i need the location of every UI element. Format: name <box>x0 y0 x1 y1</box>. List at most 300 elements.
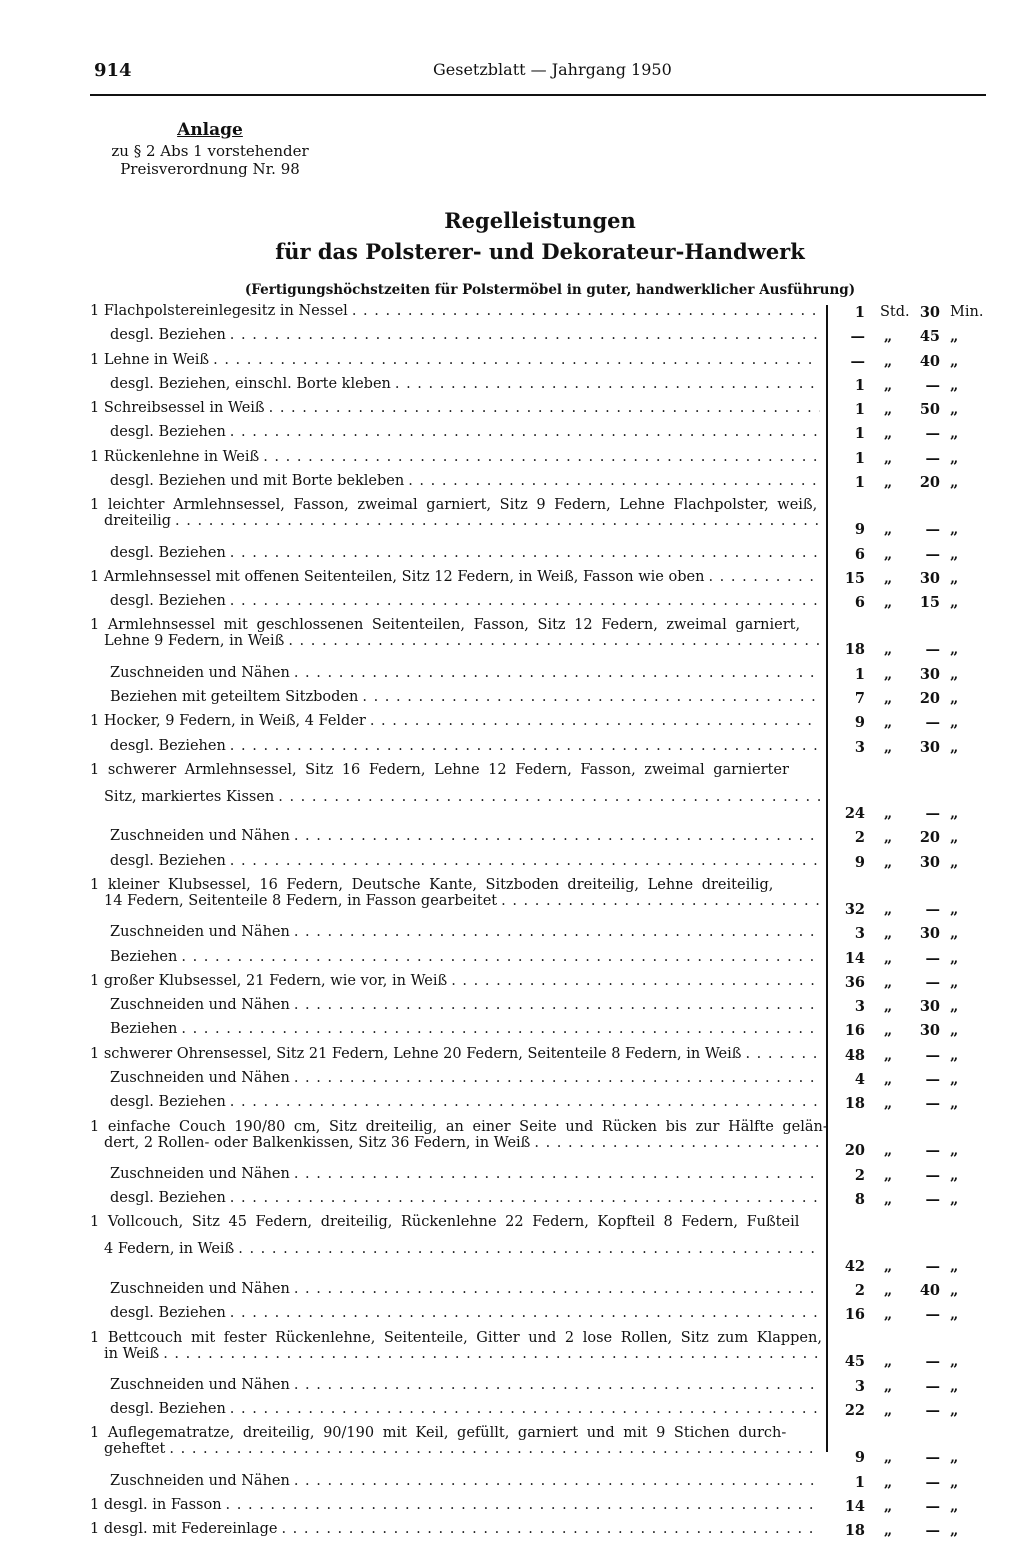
row-text-line <box>90 353 820 368</box>
row-text-line <box>110 1071 820 1086</box>
rate-table <box>90 302 990 1544</box>
minutes-unit: „ <box>950 1306 959 1324</box>
row-description <box>110 739 820 754</box>
row-text-line <box>90 618 820 633</box>
table-row <box>90 1069 990 1093</box>
table-row <box>90 616 990 663</box>
table-row <box>90 399 990 423</box>
hours-unit: „ <box>883 829 893 847</box>
minutes-value: — <box>925 949 940 967</box>
row-text: 1 desgl. in Fasson <box>90 1496 222 1513</box>
minutes-unit: „ <box>950 689 959 707</box>
minutes-unit: „ <box>950 1257 959 1275</box>
hours-value: 22 <box>844 1402 865 1420</box>
minutes-value: 20 <box>919 474 940 492</box>
hours-unit: „ <box>883 998 893 1016</box>
table-row <box>90 544 990 568</box>
leader-dots <box>230 1402 820 1417</box>
leader-dots <box>294 666 820 681</box>
table-row <box>90 448 990 472</box>
row-text-line <box>90 1442 820 1457</box>
minutes-unit: „ <box>950 1022 959 1040</box>
row-text: desgl. Beziehen <box>110 852 226 869</box>
row-text-line <box>90 894 820 909</box>
table-row <box>90 876 990 923</box>
row-text: Beziehen <box>110 1021 178 1038</box>
hours-unit: „ <box>883 1473 893 1491</box>
row-text: desgl. Beziehen <box>110 1094 226 1111</box>
table-row <box>90 972 990 996</box>
row-text: 1 großer Klubsessel, 21 Federn, wie vor, in Weiß <box>90 972 448 989</box>
minutes-unit: „ <box>950 1377 959 1395</box>
row-text-line <box>110 546 820 561</box>
leader-dots <box>294 1474 820 1489</box>
minutes-unit: „ <box>950 641 959 659</box>
row-description <box>90 878 820 909</box>
row-text: desgl. Beziehen <box>110 327 226 344</box>
row-text-line <box>110 1282 820 1297</box>
table-row <box>90 375 990 399</box>
table-row <box>90 664 990 688</box>
row-text: 1 Flachpolstereinlegesitz in Nessel <box>90 303 348 319</box>
minutes-value: 30 <box>919 665 940 683</box>
leader-dots <box>278 790 820 805</box>
row-description <box>90 1498 820 1513</box>
minutes-unit: „ <box>950 1497 959 1515</box>
hours-value: 2 <box>854 1281 865 1299</box>
row-text: desgl. Beziehen <box>110 1190 226 1207</box>
hours-unit: „ <box>883 352 893 370</box>
leader-dots <box>213 353 820 368</box>
row-description <box>90 618 820 649</box>
row-text: geheftet <box>104 1441 166 1458</box>
leader-dots <box>281 1522 820 1537</box>
row-description <box>90 1522 820 1537</box>
hours-value: 8 <box>854 1191 865 1209</box>
table-row <box>90 1093 990 1117</box>
hours-unit: „ <box>883 714 893 732</box>
minutes-value: 30 <box>919 853 940 871</box>
hours-unit: „ <box>883 1353 893 1371</box>
row-text-line <box>110 328 820 343</box>
row-text-line <box>90 1426 820 1441</box>
minutes-unit: „ <box>950 1191 959 1209</box>
row-description <box>90 1426 820 1457</box>
header-rule <box>90 94 986 96</box>
minutes-value: — <box>925 1449 940 1467</box>
hours-value: 36 <box>844 973 865 991</box>
hours-unit: „ <box>883 925 893 943</box>
leader-dots <box>181 950 820 965</box>
minutes-value: 30 <box>919 998 940 1016</box>
row-text-line <box>110 474 820 489</box>
leader-dots <box>294 925 820 940</box>
row-text-line <box>90 401 820 416</box>
table-row <box>90 592 990 616</box>
minutes-value: — <box>925 1522 940 1540</box>
minutes-value: 40 <box>919 352 940 370</box>
leader-dots <box>294 829 820 844</box>
row-description <box>110 377 820 392</box>
minutes-unit: „ <box>950 425 959 443</box>
row-text: 1 kleiner Klubsessel, 16 Federn, Deutsche Kante, Sitzboden dreiteilig, Lehne dreiteilig, <box>90 877 774 894</box>
leader-dots <box>408 474 820 489</box>
table-row <box>90 948 990 972</box>
row-text-line <box>90 763 820 778</box>
row-text: desgl. Beziehen und mit Borte bekleben <box>110 473 405 490</box>
minutes-value: — <box>925 641 940 659</box>
minutes-value: — <box>925 545 940 563</box>
leader-dots <box>352 304 820 319</box>
hours-unit: „ <box>883 1402 893 1420</box>
leader-dots <box>169 1442 820 1457</box>
table-row <box>90 1280 990 1304</box>
minutes-unit: „ <box>950 594 959 612</box>
hours-value: 7 <box>854 689 865 707</box>
row-text: 1 einfache Couch 190/80 cm, Sitz dreiteilig, an einer Seite und Rücken bis zur Hälfte gelän- <box>90 1118 828 1135</box>
row-text-line <box>110 1306 820 1321</box>
row-text-line <box>110 1474 820 1489</box>
row-text: desgl. Beziehen <box>110 737 226 754</box>
row-description <box>90 1331 820 1362</box>
row-text: 1 Bettcouch mit fester Rückenlehne, Seitenteile, Gitter und 2 lose Rollen, Sitz zum Klappen, <box>90 1329 822 1346</box>
table-row <box>90 568 990 592</box>
hours-value: 42 <box>844 1257 865 1275</box>
row-text-line <box>90 1136 820 1151</box>
row-text-line <box>110 1022 820 1037</box>
hours-value: 6 <box>854 545 865 563</box>
hours-value: 1 <box>854 304 865 321</box>
hours-unit: „ <box>883 1166 893 1184</box>
row-description <box>110 425 820 440</box>
leader-dots <box>226 1498 820 1513</box>
table-row <box>90 423 990 447</box>
hours-value: — <box>850 352 865 370</box>
leader-dots <box>230 1095 820 1110</box>
anlage-line-1: zu § 2 Abs 1 vorstehender <box>111 142 309 160</box>
minutes-unit: „ <box>950 1402 959 1420</box>
row-text: Zuschneiden und Nähen <box>110 664 290 681</box>
row-text-line <box>90 1498 820 1513</box>
row-text: desgl. Beziehen, einschl. Borte kleben <box>110 375 391 392</box>
row-text: Sitz, markiertes Kissen <box>104 788 275 805</box>
row-description <box>110 474 820 489</box>
minutes-value: — <box>925 1046 940 1064</box>
minutes-value: 30 <box>919 569 940 587</box>
row-text-line <box>110 594 820 609</box>
row-text: desgl. Beziehen <box>110 593 226 610</box>
row-text: in Weiß <box>104 1345 160 1362</box>
table-row <box>90 1118 990 1165</box>
leader-dots <box>395 377 820 392</box>
row-description <box>90 498 820 529</box>
row-description <box>90 450 820 465</box>
anlage-block <box>60 120 360 178</box>
row-text-line <box>90 1047 820 1062</box>
row-text-line <box>90 514 820 529</box>
hours-unit: „ <box>883 689 893 707</box>
row-description <box>110 950 820 965</box>
minutes-unit: „ <box>950 474 959 492</box>
hours-value: — <box>850 328 865 346</box>
hours-value: 1 <box>854 1473 865 1491</box>
row-text: 1 Vollcouch, Sitz 45 Federn, dreiteilig, Rückenlehne 22 Federn, Kopfteil 8 Federn, Fußteil <box>90 1214 800 1231</box>
row-text-line <box>110 1402 820 1417</box>
row-description <box>110 1167 820 1182</box>
table-row <box>90 827 990 851</box>
minutes-unit: „ <box>950 973 959 991</box>
leader-dots <box>534 1136 820 1151</box>
hours-unit: „ <box>883 1522 893 1540</box>
minutes-unit: „ <box>950 1449 959 1467</box>
table-row <box>90 1045 990 1069</box>
row-text-line <box>90 304 820 319</box>
minutes-value: 45 <box>919 328 940 346</box>
leader-dots <box>745 1047 820 1062</box>
hours-unit: „ <box>883 401 893 419</box>
row-text: 1 Armlehnsessel mit offenen Seitenteilen, Sitz 12 Federn, in Weiß, Fasson wie oben <box>90 568 705 585</box>
row-description <box>110 1474 820 1489</box>
hours-unit: „ <box>883 521 893 539</box>
row-text: Zuschneiden und Nähen <box>110 1376 290 1393</box>
minutes-unit: „ <box>950 1353 959 1371</box>
minutes-value: 40 <box>919 1281 940 1299</box>
minutes-unit: „ <box>950 545 959 563</box>
row-text-line <box>90 1118 828 1135</box>
row-text: Zuschneiden und Nähen <box>110 828 290 845</box>
minutes-value: 30 <box>919 738 940 756</box>
minutes-value: 20 <box>919 689 940 707</box>
minutes-value: — <box>925 1497 940 1515</box>
minutes-unit: „ <box>950 569 959 587</box>
hours-unit: „ <box>883 1449 893 1467</box>
hours-value: 6 <box>854 594 865 612</box>
leader-dots <box>230 546 820 561</box>
hours-unit: „ <box>883 1022 893 1040</box>
leader-dots <box>230 328 820 343</box>
hours-unit: „ <box>883 1497 893 1515</box>
leader-dots <box>269 401 820 416</box>
minutes-unit: „ <box>950 1166 959 1184</box>
document-subtitle: (Fertigungshöchstzeiten für Polstermöbel in guter, handwerklicher Ausführung) <box>244 282 856 298</box>
hours-unit: „ <box>883 805 893 823</box>
hours-unit: „ <box>883 1257 893 1275</box>
hours-unit: „ <box>883 973 893 991</box>
hours-value: 16 <box>844 1022 865 1040</box>
row-description <box>110 328 820 343</box>
table-row <box>90 1496 990 1520</box>
row-description <box>90 1118 828 1151</box>
row-text: Zuschneiden und Nähen <box>110 1472 290 1489</box>
minutes-unit: „ <box>950 829 959 847</box>
row-text-line <box>110 690 820 705</box>
table-row <box>90 1304 990 1328</box>
row-text: 1 Auflegematratze, dreiteilig, 90/190 mit Keil, gefüllt, garniert und mit 9 Stichen durch- <box>90 1425 787 1442</box>
row-description <box>110 594 820 609</box>
hours-value: 14 <box>844 949 865 967</box>
table-row <box>90 302 990 326</box>
hours-unit: „ <box>883 738 893 756</box>
row-text: 4 Federn, in Weiß <box>104 1241 235 1258</box>
row-text-line <box>90 1242 820 1257</box>
row-text-line <box>110 739 820 754</box>
hours-unit: „ <box>883 474 893 492</box>
table-row <box>90 712 990 736</box>
minutes-value: — <box>925 1191 940 1209</box>
row-description <box>110 1306 820 1321</box>
row-text-line <box>90 714 820 729</box>
row-text-line <box>90 974 820 989</box>
minutes-value: — <box>925 1166 940 1184</box>
minutes-unit: „ <box>950 328 959 346</box>
table-row <box>90 326 990 350</box>
hours-unit: „ <box>883 1095 893 1113</box>
minutes-unit: „ <box>950 1473 959 1491</box>
hours-unit: „ <box>883 328 893 346</box>
minutes-value: — <box>925 376 940 394</box>
row-description <box>90 1215 820 1257</box>
minutes-unit: „ <box>950 665 959 683</box>
table-row <box>90 1189 990 1213</box>
minutes-unit: Min. <box>950 304 984 320</box>
minutes-value: 30 <box>919 925 940 943</box>
leader-dots <box>451 974 820 989</box>
row-text: desgl. Beziehen <box>110 424 226 441</box>
minutes-unit: „ <box>950 900 959 918</box>
row-text: 1 Schreibsessel in Weiß <box>90 400 265 417</box>
table-row <box>90 852 990 876</box>
row-text: 1 Hocker, 9 Federn, in Weiß, 4 Felder <box>90 713 366 730</box>
table-row <box>90 1020 990 1044</box>
minutes-unit: „ <box>950 1046 959 1064</box>
row-description <box>90 353 820 368</box>
minutes-value: 30 <box>919 304 940 321</box>
minutes-value: 20 <box>919 829 940 847</box>
minutes-unit: „ <box>950 738 959 756</box>
row-text-line <box>110 425 820 440</box>
row-description <box>110 666 820 681</box>
row-description <box>110 546 820 561</box>
hours-value: 3 <box>854 998 865 1016</box>
page-number: 914 <box>94 60 132 81</box>
minutes-value: — <box>925 1257 940 1275</box>
row-description <box>110 690 820 705</box>
row-text: 1 schwerer Armlehnsessel, Sitz 16 Federn, Lehne 12 Federn, Fasson, zweimal garnierter <box>90 761 789 778</box>
row-description <box>110 1402 820 1417</box>
hours-value: 14 <box>844 1497 865 1515</box>
leader-dots <box>294 998 820 1013</box>
row-description <box>90 714 820 729</box>
row-text: desgl. Beziehen <box>110 1401 226 1418</box>
hours-unit: „ <box>883 1191 893 1209</box>
minutes-value: — <box>925 425 940 443</box>
row-text: 1 schwerer Ohrensessel, Sitz 21 Federn, Lehne 20 Federn, Seitenteile 8 Federn, in Weiß <box>90 1045 742 1062</box>
table-row <box>90 1424 990 1471</box>
hours-value: 9 <box>854 1449 865 1467</box>
hours-value: 45 <box>844 1353 865 1371</box>
hours-value: 16 <box>844 1306 865 1324</box>
hours-value: 1 <box>854 665 865 683</box>
minutes-unit: „ <box>950 401 959 419</box>
minutes-unit: „ <box>950 714 959 732</box>
hours-value: 32 <box>844 900 865 918</box>
minutes-unit: „ <box>950 949 959 967</box>
row-text: Zuschneiden und Nähen <box>110 1165 290 1182</box>
hours-unit: „ <box>883 1046 893 1064</box>
row-text: dert, 2 Rollen- oder Balkenkissen, Sitz 36 Federn, in Weiß <box>104 1134 531 1151</box>
document-title <box>250 205 830 267</box>
minutes-unit: „ <box>950 1070 959 1088</box>
row-text-line <box>110 1378 820 1393</box>
hours-value: 4 <box>854 1070 865 1088</box>
hours-unit: „ <box>883 641 893 659</box>
leader-dots <box>230 739 820 754</box>
leader-dots <box>294 1167 820 1182</box>
table-row <box>90 496 990 543</box>
row-text: Zuschneiden und Nähen <box>110 1280 290 1297</box>
row-description <box>110 1022 820 1037</box>
leader-dots <box>175 514 820 529</box>
row-text: Beziehen <box>110 948 178 965</box>
minutes-value: — <box>925 900 940 918</box>
row-text-line <box>110 1191 820 1206</box>
minutes-value: — <box>925 521 940 539</box>
table-row <box>90 761 990 828</box>
row-text-line <box>90 1347 820 1362</box>
hours-unit: „ <box>883 1070 893 1088</box>
table-row <box>90 923 990 947</box>
hours-value: 9 <box>854 714 865 732</box>
row-description <box>110 998 820 1013</box>
leader-dots <box>370 714 820 729</box>
minutes-unit: „ <box>950 1281 959 1299</box>
leader-dots <box>294 1282 820 1297</box>
leader-dots <box>163 1347 820 1362</box>
row-text: Zuschneiden und Nähen <box>110 1069 290 1086</box>
minutes-unit: „ <box>950 853 959 871</box>
minutes-unit: „ <box>950 449 959 467</box>
minutes-unit: „ <box>950 925 959 943</box>
minutes-unit: „ <box>950 1142 959 1160</box>
hours-value: 18 <box>844 1095 865 1113</box>
hours-value: 18 <box>844 641 865 659</box>
hours-unit: „ <box>883 1142 893 1160</box>
hours-unit: „ <box>883 545 893 563</box>
minutes-value: — <box>925 1473 940 1491</box>
minutes-value: — <box>925 1402 940 1420</box>
row-description <box>110 1282 820 1297</box>
row-text-line <box>110 1167 820 1182</box>
hours-value: 48 <box>844 1046 865 1064</box>
row-description <box>110 1378 820 1393</box>
hours-unit: „ <box>883 665 893 683</box>
hours-value: 2 <box>854 1166 865 1184</box>
anlage-title: Anlage <box>177 120 243 140</box>
row-description <box>110 829 820 844</box>
row-text-line <box>90 570 820 585</box>
row-text-line <box>90 634 820 649</box>
minutes-value: 50 <box>919 401 940 419</box>
table-row <box>90 737 990 761</box>
table-row <box>90 1329 990 1376</box>
row-text: Zuschneiden und Nähen <box>110 997 290 1014</box>
hours-value: 3 <box>854 925 865 943</box>
leader-dots <box>263 450 820 465</box>
table-row <box>90 688 990 712</box>
row-text-line <box>110 998 820 1013</box>
leader-dots <box>230 425 820 440</box>
row-description <box>90 304 820 319</box>
